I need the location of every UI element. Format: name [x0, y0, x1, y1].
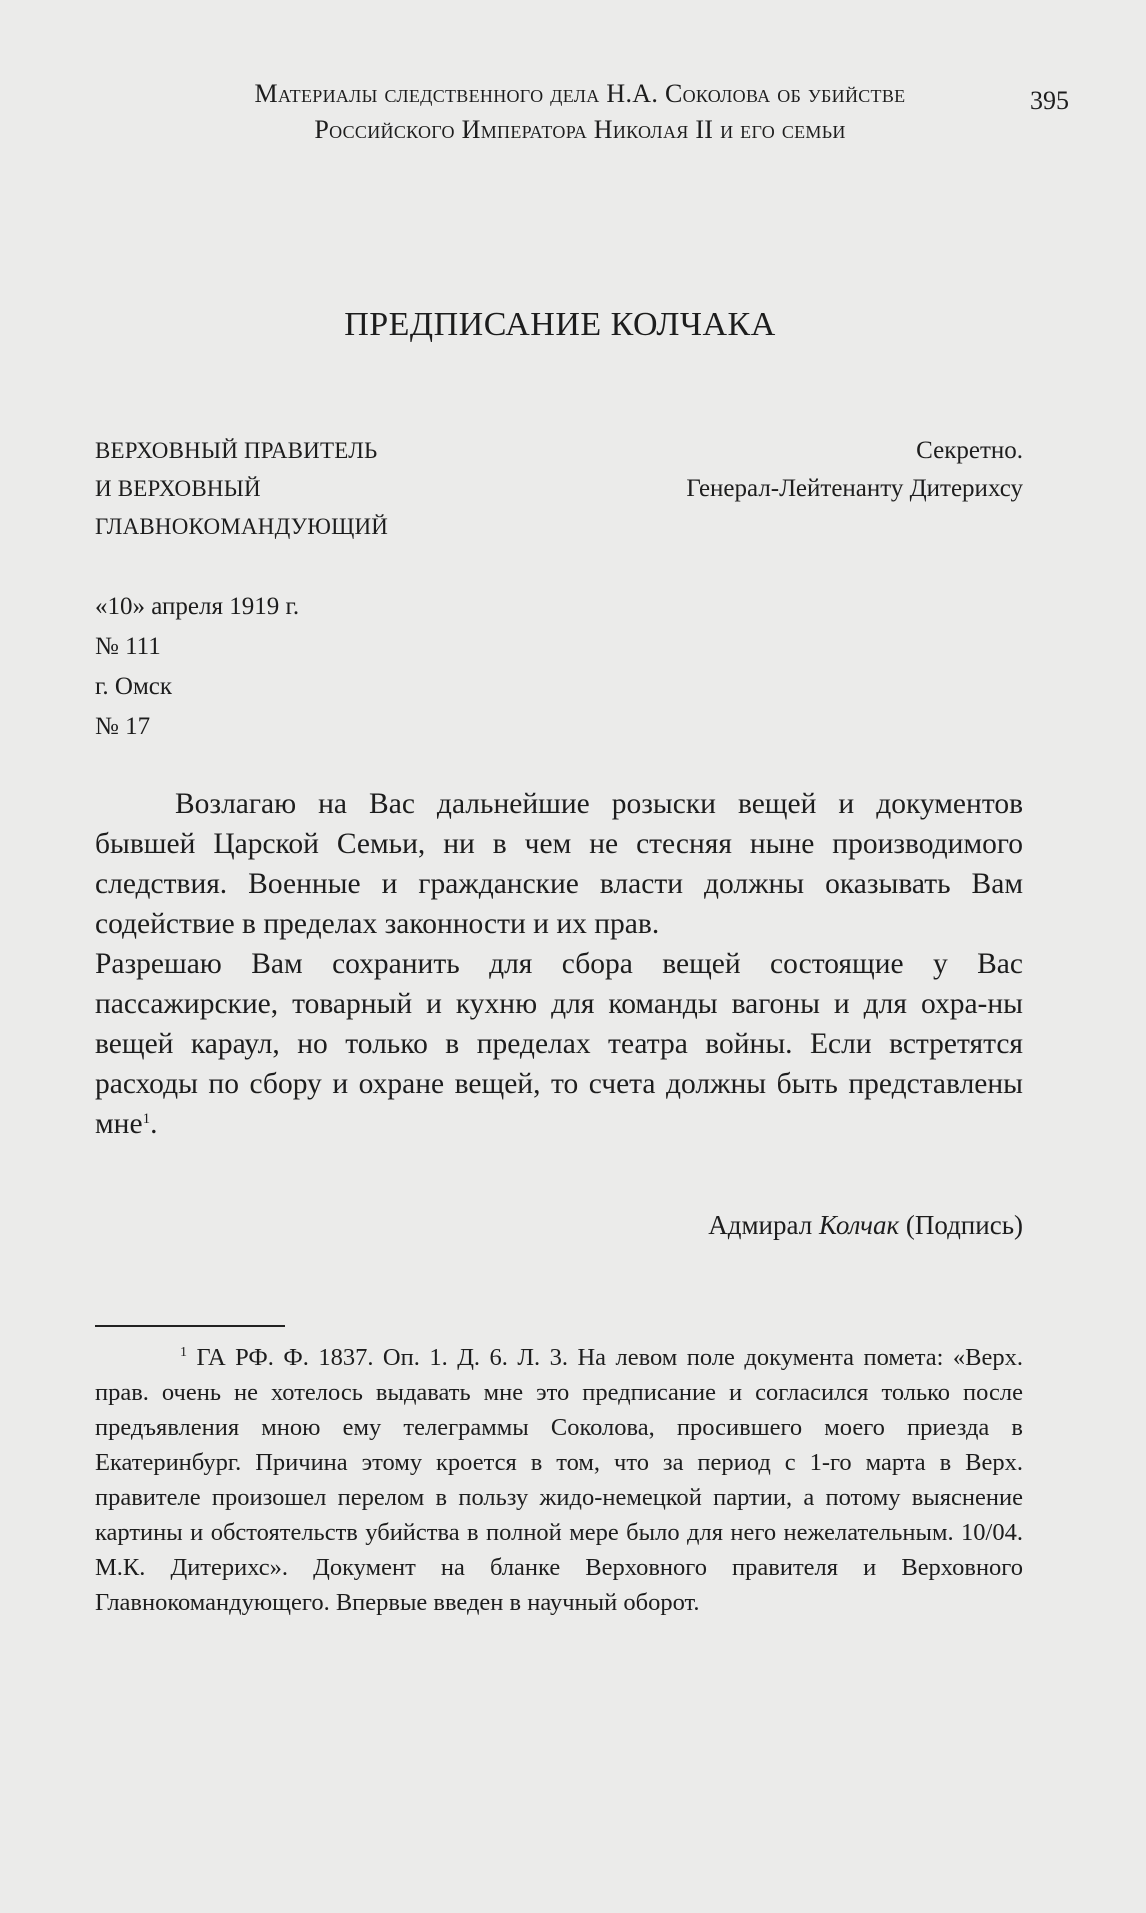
- signature-name: Колчак: [818, 1210, 900, 1240]
- sender-line: ГЛАВНОКОМАНДУЮЩИЙ: [95, 514, 389, 539]
- document-place: г. Омск: [95, 673, 173, 700]
- page-number: 395: [1030, 86, 1069, 115]
- order-body: [95, 784, 1023, 1144]
- document-title: ПРЕДПИСАНИЕ КОЛЧАКА: [344, 306, 776, 343]
- document-date: «10» апреля 1919 г.: [95, 593, 300, 620]
- footnote-paragraph: [95, 1340, 1023, 1620]
- footnote-divider: [95, 1325, 285, 1327]
- sender-block: [95, 432, 388, 546]
- signature-note: (Подпись): [905, 1210, 1023, 1240]
- classification-mark: Секретно.: [916, 437, 1023, 464]
- document-number-secondary: № 17: [95, 713, 151, 740]
- document-number: № 111: [95, 633, 161, 660]
- running-head: [150, 76, 1010, 148]
- signature-rank: Адмирал: [708, 1210, 813, 1240]
- footnote-text: ГА РФ. Ф. 1837. Оп. 1. Д. 6. Л. 3. На левом поле документа помета: «Верх. прав. очень не хотелось выдавать мне это предписание и согласился только после предъявления мною ему телеграммы Соколова, просившего моего приезда в Екатеринбург. Причина этому кроется в том, что за период с 1-го марта в Верх. правителе произошел перелом в пользу жидо-немецкой партии, а потому выяснение картины и обстоятельств убийства в полной мере было для него нежелательным. 10/04. М.К. Дитерихс». Документ на бланке Верховного правителя и Верховного Главнокомандующего. Впервые введен в научный оборот.: [95, 1344, 1024, 1616]
- running-head-line-2: Российского Императора Николая II и его семьи: [314, 115, 846, 144]
- addressee: Генерал-Лейтенанту Дитерихсу: [686, 475, 1023, 502]
- footnote-reference: 1: [142, 1111, 151, 1127]
- signature-line: [708, 1210, 1023, 1241]
- footnote-marker: 1: [180, 1345, 187, 1360]
- document-meta: [95, 587, 299, 747]
- order-paragraph-2: Разрешаю Вам сохранить для сбора вещей состоящие у Вас пассажирские, товарный и кухню для команды вагоны и для охра-ны вещей караул, но только в пределах театра войны. Если встретятся расходы по сбору и охране вещей, то счета должны быть представлены мне$^1$.: [95, 948, 1023, 1140]
- sender-line: ВЕРХОВНЫЙ ПРАВИТЕЛЬ: [95, 438, 378, 463]
- addressee-block: [686, 432, 1023, 508]
- order-paragraph-1: Возлагаю на Вас дальнейшие розыски вещей и документов бывшей Царской Семьи, ни в чем не стесняя ныне производимого следствия. Военные и гражданские власти должны оказывать Вам содействие в пределах законности и их прав.: [95, 788, 1023, 940]
- order-paragraph-2-text: Разрешаю Вам сохранить для сбора вещей состоящие у Вас пассажирские, товарный и кухню для команды вагоны и для охра-ны вещей караул, но только в пределах театра войны. Если встретятся расходы по сбору и охране вещей, то счета должны быть представлены мне: [95, 948, 1023, 1140]
- footnote: [95, 1340, 1023, 1620]
- sender-line: И ВЕРХОВНЫЙ: [95, 476, 261, 501]
- running-head-line-1: Материалы следственного дела Н.А. Соколова об убийстве: [254, 79, 906, 108]
